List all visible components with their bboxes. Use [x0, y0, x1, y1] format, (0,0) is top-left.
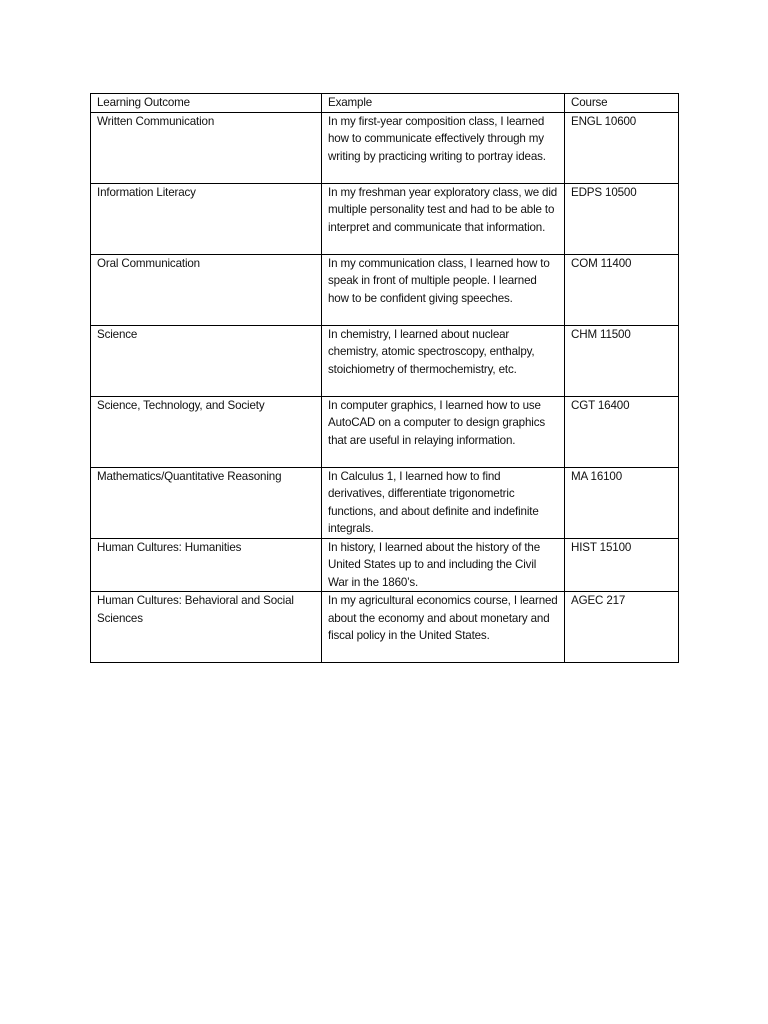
outcome-cell: Human Cultures: Behavioral and Social Sciences: [91, 592, 322, 663]
example-cell: In Calculus 1, I learned how to find derivatives, differentiate trigonometric functions, and about definite and indefinite integrals.: [322, 467, 565, 538]
outcome-cell: Oral Communication: [91, 254, 322, 325]
example-cell: In my freshman year exploratory class, we did multiple personality test and had to be able to interpret and communicate that information.: [322, 183, 565, 254]
outcome-cell: Mathematics/Quantitative Reasoning: [91, 467, 322, 538]
table-row: [91, 254, 679, 325]
table-row: [91, 325, 679, 396]
table-row: [91, 396, 679, 467]
outcome-cell: Information Literacy: [91, 183, 322, 254]
table-row: [91, 467, 679, 538]
table-row: [91, 112, 679, 183]
course-cell: EDPS 10500: [565, 183, 679, 254]
outcome-cell: Science: [91, 325, 322, 396]
example-cell: In history, I learned about the history of the United States up to and including the Civil War in the 1860’s.: [322, 538, 565, 592]
course-cell: AGEC 217: [565, 592, 679, 663]
outcome-cell: Science, Technology, and Society: [91, 396, 322, 467]
outcome-cell: Written Communication: [91, 112, 322, 183]
course-cell: ENGL 10600: [565, 112, 679, 183]
example-cell: In my first-year composition class, I learned how to communicate effectively through my writing by practicing writing to portray ideas.: [322, 112, 565, 183]
table-row: [91, 183, 679, 254]
example-cell: In my agricultural economics course, I learned about the economy and about monetary and fiscal policy in the United States.: [322, 592, 565, 663]
course-cell: CGT 16400: [565, 396, 679, 467]
header-learning-outcome: Learning Outcome: [91, 94, 322, 113]
table-row: [91, 538, 679, 592]
header-example: Example: [322, 94, 565, 113]
outcome-cell: Human Cultures: Humanities: [91, 538, 322, 592]
course-cell: HIST 15100: [565, 538, 679, 592]
learning-outcomes-table: [90, 93, 679, 663]
course-cell: COM 11400: [565, 254, 679, 325]
course-cell: CHM 11500: [565, 325, 679, 396]
table-row: [91, 592, 679, 663]
table-header-row: [91, 94, 679, 113]
example-cell: In chemistry, I learned about nuclear chemistry, atomic spectroscopy, enthalpy, stoichiometry of thermochemistry, etc.: [322, 325, 565, 396]
course-cell: MA 16100: [565, 467, 679, 538]
example-cell: In computer graphics, I learned how to use AutoCAD on a computer to design graphics that are useful in relaying information.: [322, 396, 565, 467]
header-course: Course: [565, 94, 679, 113]
example-cell: In my communication class, I learned how to speak in front of multiple people. I learned how to be confident giving speeches.: [322, 254, 565, 325]
